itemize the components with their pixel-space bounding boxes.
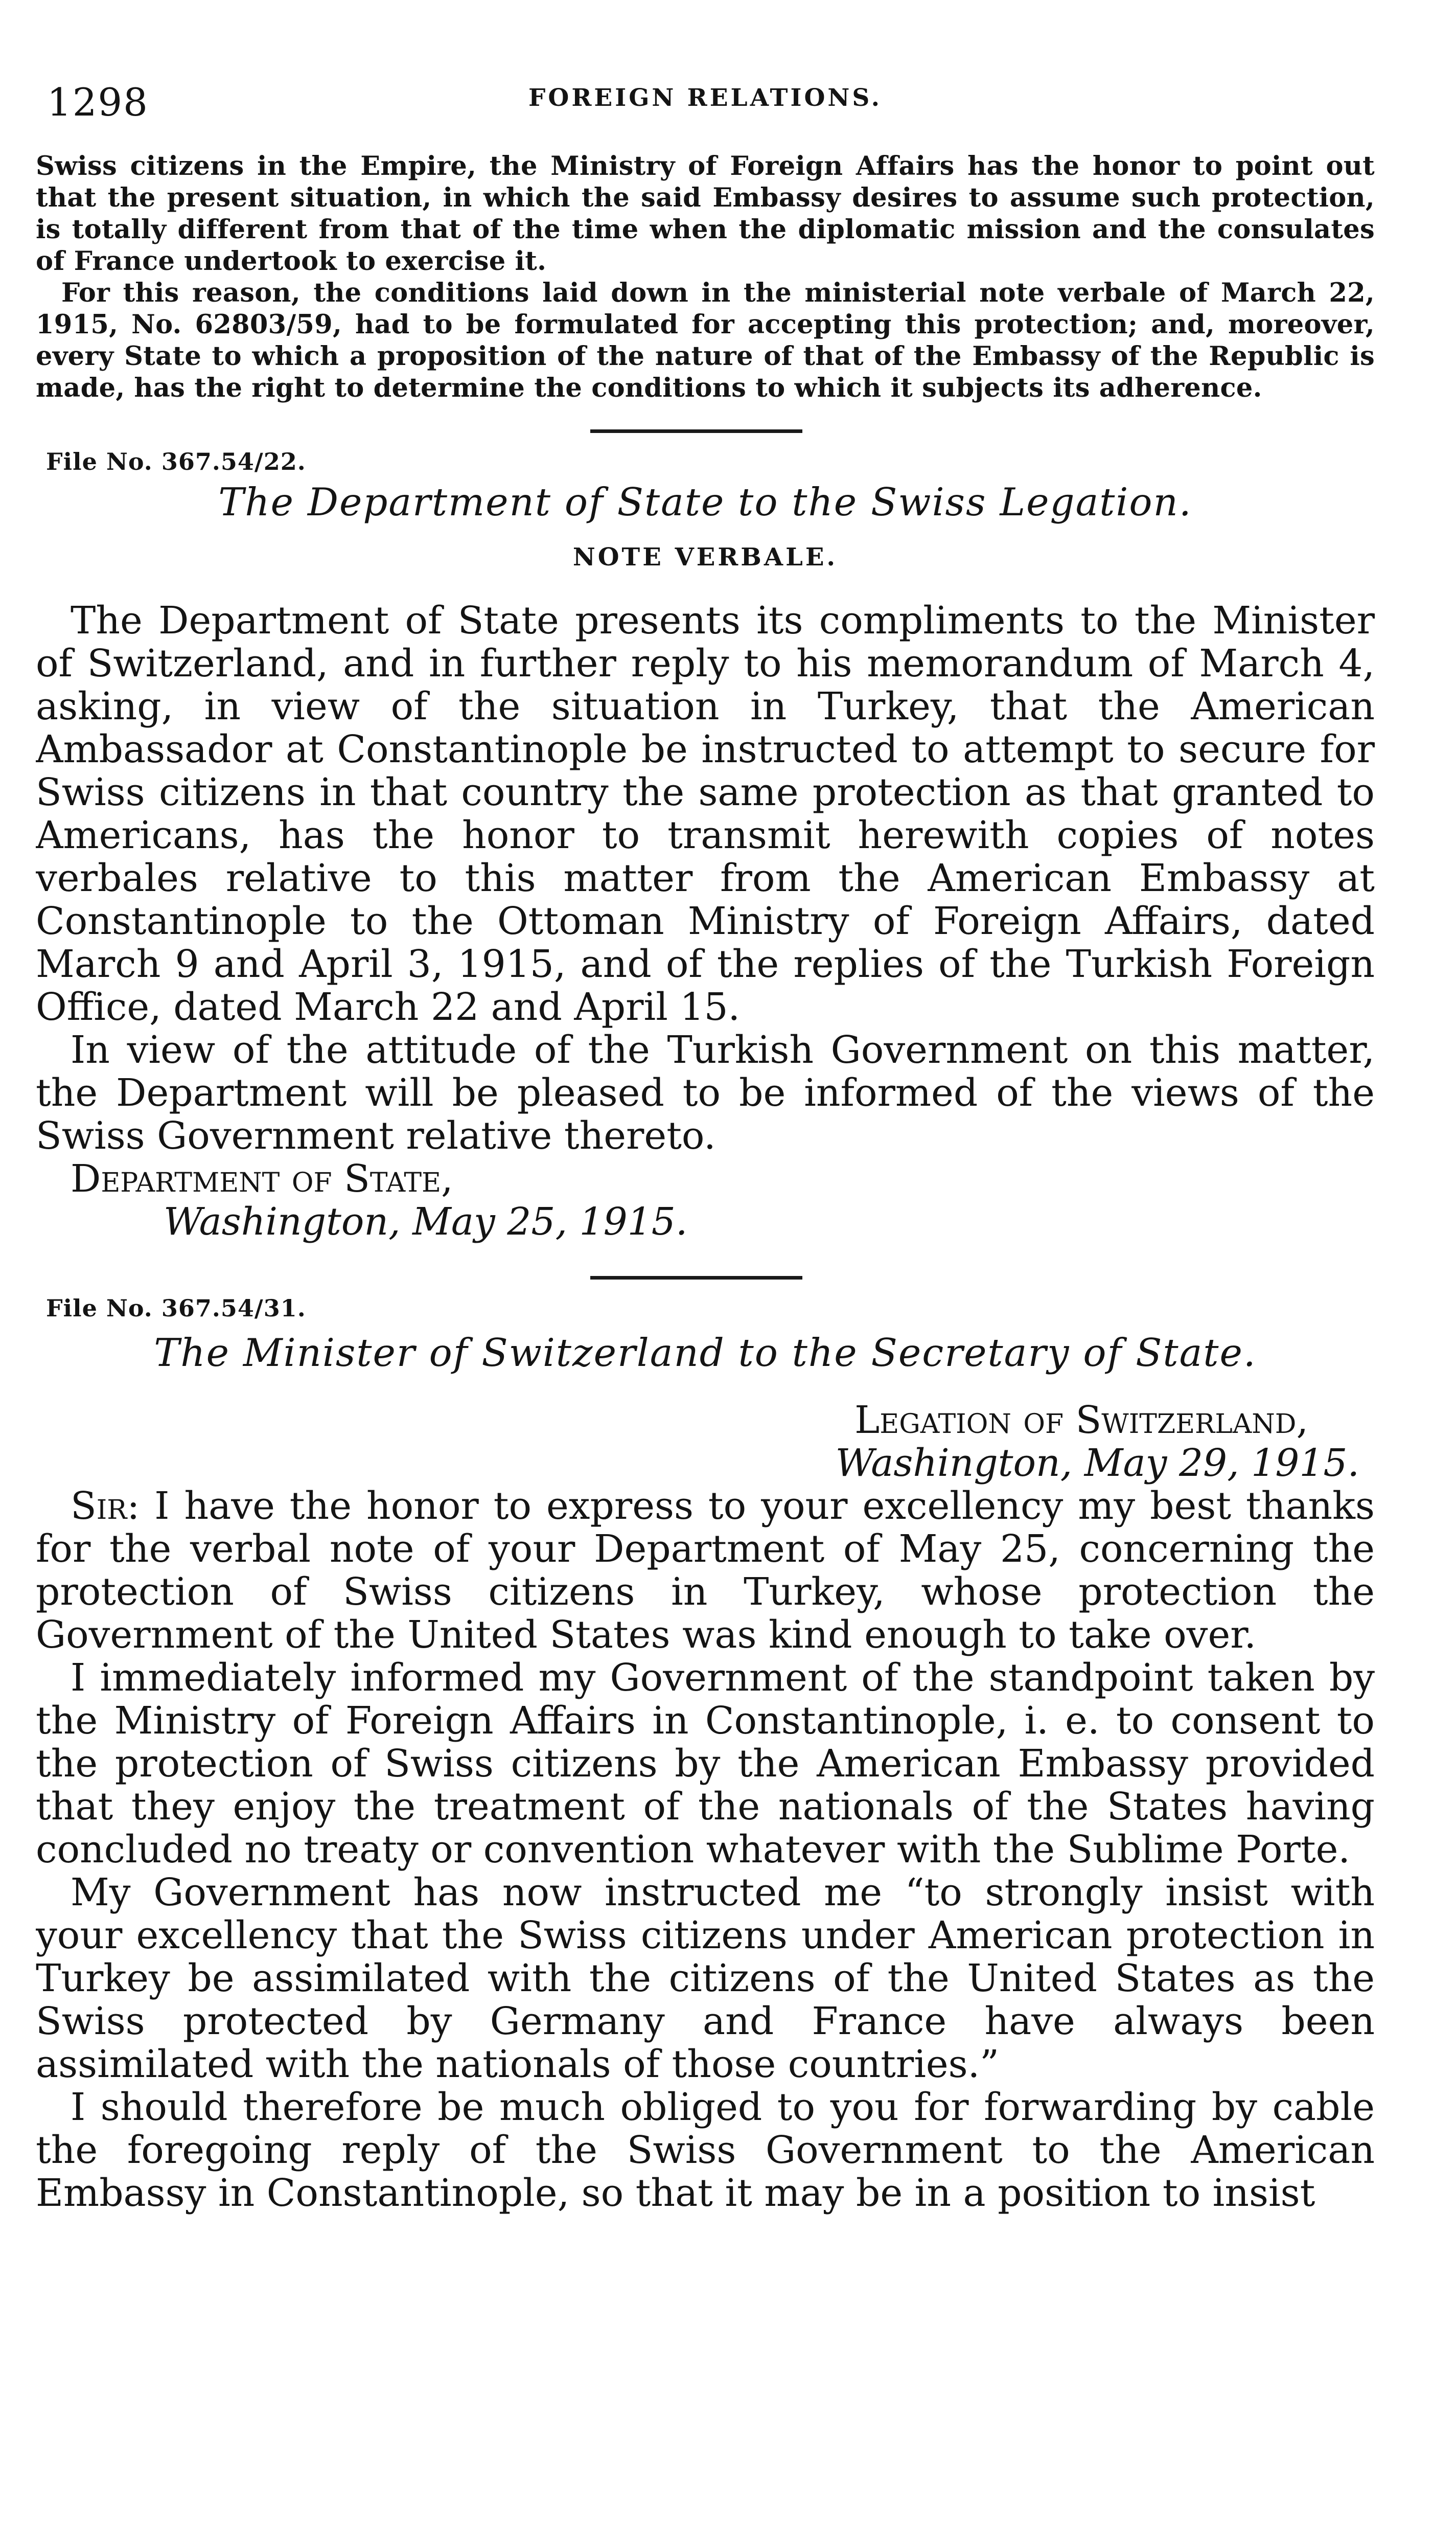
document-body xyxy=(36,1485,1375,2215)
document-letter xyxy=(36,1327,1375,2215)
document-title: The Minister of Switzerland to the Secretary of State. xyxy=(154,1330,1257,1375)
intro-section xyxy=(36,150,1375,404)
letter-legation: Legation of Switzerland, xyxy=(854,1398,1308,1442)
document-body xyxy=(36,599,1375,1157)
intro-paragraph: Swiss citizens in the Empire, the Ministry of Foreign Affairs has the honor to point out that the present situation, in which the said Embassy desires to assume such protection, is totally different from that of the time when the diplomatic mission and the consulates of France undertook to exercise it. xyxy=(36,151,1375,277)
page-number: 1298 xyxy=(47,80,149,125)
body-paragraph: The Department of State presents its compliments to the Minister of Switzerland, and in further reply to his memorandum of March 4, asking, in view of the situation in Turkey, that the American Ambassador at Constantinople be instructed to attempt to secure for Swiss citizens in that country the same protection as that granted to Americans, has the honor to transmit herewith copies of notes verbales relative to this matter from the American Embassy at Constantinople to the Ottoman Ministry of Foreign Affairs, dated March 9 and April 3, 1915, and of the replies of the Turkish Foreign Office, dated March 22 and April 15. xyxy=(36,599,1375,1029)
section-divider xyxy=(590,429,802,433)
body-paragraph: My Government has now instructed me “to strongly insist with your excellency that the Swiss citizens under American protection in Turkey be assimilated with the citizens of the United States as the Swiss protected by Germany and France have always been assimilated with the nationals of those countries.” xyxy=(36,1871,1375,2086)
document-page xyxy=(36,77,1375,2515)
file-number: File No. 367.54/31. xyxy=(46,1294,306,1322)
body-paragraph: In view of the attitude of the Turkish Government on this matter, the Department will be pleased to be informed of the views of the Swiss Government relative thereto. xyxy=(36,1028,1375,1158)
body-paragraph-text: I have the honor to express to your excellency my best thanks for the verbal note of your Department of May 25, concerning the protection of Swiss citizens in Turkey, whose protection the Government of the United States was kind enough to take over. xyxy=(36,1484,1375,1657)
running-head: FOREIGN RELATIONS. xyxy=(528,84,882,112)
signature-place-date: Washington, May 25, 1915. xyxy=(164,1200,688,1244)
intro-paragraph: For this reason, the conditions laid down in the ministerial note verbale of March 22, 1915, No. 62803/59, had to be formulated for accepting this protection; and, moreover, every State to which a proposition of the nature of that of the Embassy of the Republic is made, has the right to determine the conditions to which it subjects its adherence. xyxy=(36,278,1375,403)
section-divider xyxy=(590,1276,802,1280)
file-row xyxy=(36,1276,1375,1322)
document-note-verbale xyxy=(36,476,1375,1243)
salutation: Sir: xyxy=(71,1484,140,1528)
signature-organization: Department of State, xyxy=(71,1157,453,1201)
document-title: The Department of State to the Swiss Legation. xyxy=(218,480,1192,524)
body-paragraph: I immediately informed my Government of the standpoint taken by the Ministry of Foreign Affairs in Constantinople, i. e. to consent to the protection of Swiss citizens by the American Embassy provided that they enjoy the treatment of the nationals of the States having concluded no treaty or convention whatever with the Sublime Porte. xyxy=(36,1656,1375,1872)
file-number: File No. 367.54/22. xyxy=(46,448,306,475)
letter-date: Washington, May 29, 1915. xyxy=(835,1441,1359,1485)
document-subtitle: NOTE VERBALE. xyxy=(572,543,838,572)
page-header xyxy=(36,77,1375,128)
body-paragraph xyxy=(36,1485,1375,1656)
body-paragraph: I should therefore be much obliged to you for forwarding by cable the foregoing reply of the Swiss Government to the American Embassy in Constantinople, so that it may be in a position to insist xyxy=(36,2085,1375,2215)
file-row xyxy=(36,429,1375,475)
